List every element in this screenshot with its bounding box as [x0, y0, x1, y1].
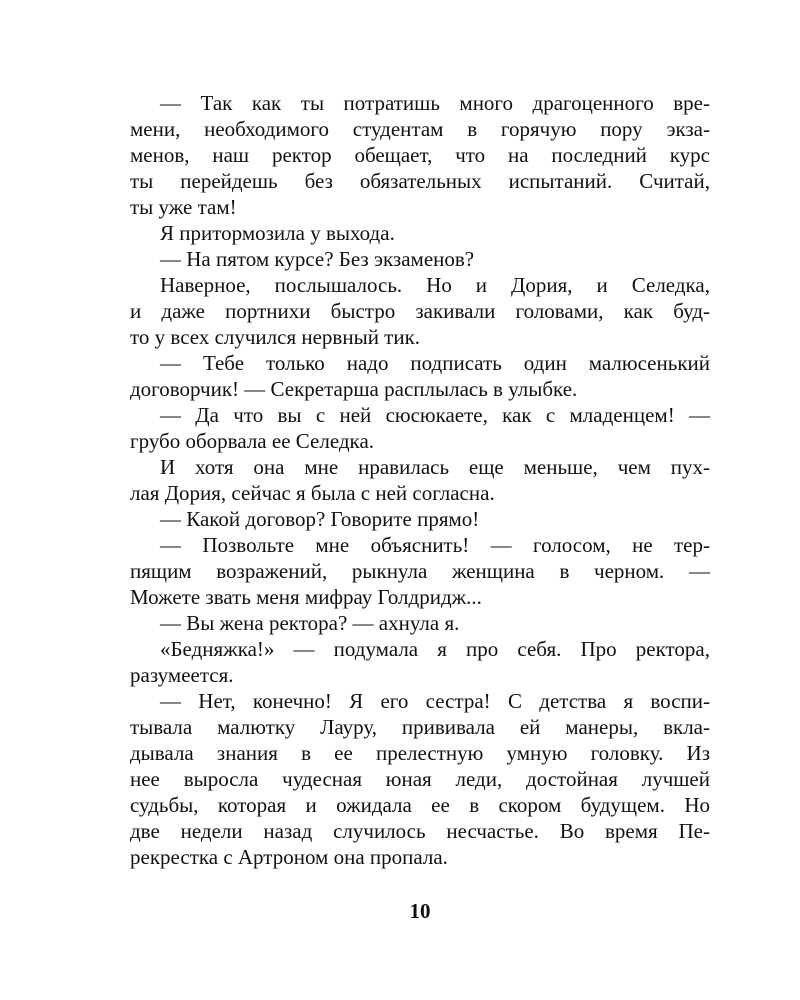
text-line: — Позвольте мне объяснить! — голосом, не тер- — [160, 533, 710, 557]
text-line: грубо оборвала ее Селедка. — [130, 429, 375, 453]
text-line: ты перейдешь без обязательных испытаний. Считай, — [130, 169, 710, 193]
text-line: — Тебе только надо подписать один малюсенький — [160, 351, 710, 375]
text-line: пящим возражений, рыкнула женщина в черном. — — [130, 559, 710, 583]
text-line: рекрестка с Артроном она пропала. — [130, 845, 448, 869]
text-line: разумеется. — [130, 663, 234, 687]
text-line: лая Дория, сейчас я была с ней согласна. — [130, 481, 495, 505]
text-line: то у всех случился нервный тик. — [130, 325, 421, 349]
text-line: — Так как ты потратишь много драгоценного вре- — [160, 91, 710, 115]
text-line: нее выросла чудесная юная леди, достойная лучшей — [130, 767, 710, 791]
text-line: ты уже там! — [130, 195, 237, 219]
text-line: — На пятом курсе? Без экзаменов? — [160, 247, 475, 271]
text-line: — Да что вы с ней сюсюкаете, как с младенцем! — — [160, 403, 710, 427]
text-line: тывала малютку Лауру, прививала ей манеры, вкла- — [130, 715, 710, 739]
text-line: две недели назад случилось несчастье. Во время Пе- — [130, 819, 710, 843]
text-line: судьбы, которая и ожидала ее в скором будущем. Но — [130, 793, 710, 817]
page-number: 10 — [409, 899, 431, 923]
text-line: дывала знания в ее прелестную умную головку. Из — [130, 741, 710, 765]
text-line: — Нет, конечно! Я его сестра! С детства я воспи- — [160, 689, 710, 713]
text-line: И хотя она мне нравилась еще меньше, чем пух- — [160, 455, 710, 479]
text-line: менов, наш ректор обещает, что на последний курс — [130, 143, 710, 167]
text-line: Можете звать меня мифрау Голдридж... — [130, 585, 482, 609]
text-line: мени, необходимого студентам в горячую пору экза- — [130, 117, 710, 141]
text-line: договорчик! — Секретарша расплылась в улыбке. — [130, 377, 578, 401]
text-line: — Вы жена ректора? — ахнула я. — [160, 611, 460, 635]
text-line: Наверное, послышалось. Но и Дория, и Селедка, — [160, 273, 710, 297]
book-page-text — [130, 90, 710, 870]
text-line: и даже портнихи быстро закивали головами, как буд- — [130, 299, 710, 323]
text-line: «Бедняжка!» — подумала я про себя. Про ректора, — [160, 637, 710, 661]
text-line: — Какой договор? Говорите прямо! — [160, 507, 480, 531]
text-line: Я притормозила у выхода. — [160, 221, 395, 245]
